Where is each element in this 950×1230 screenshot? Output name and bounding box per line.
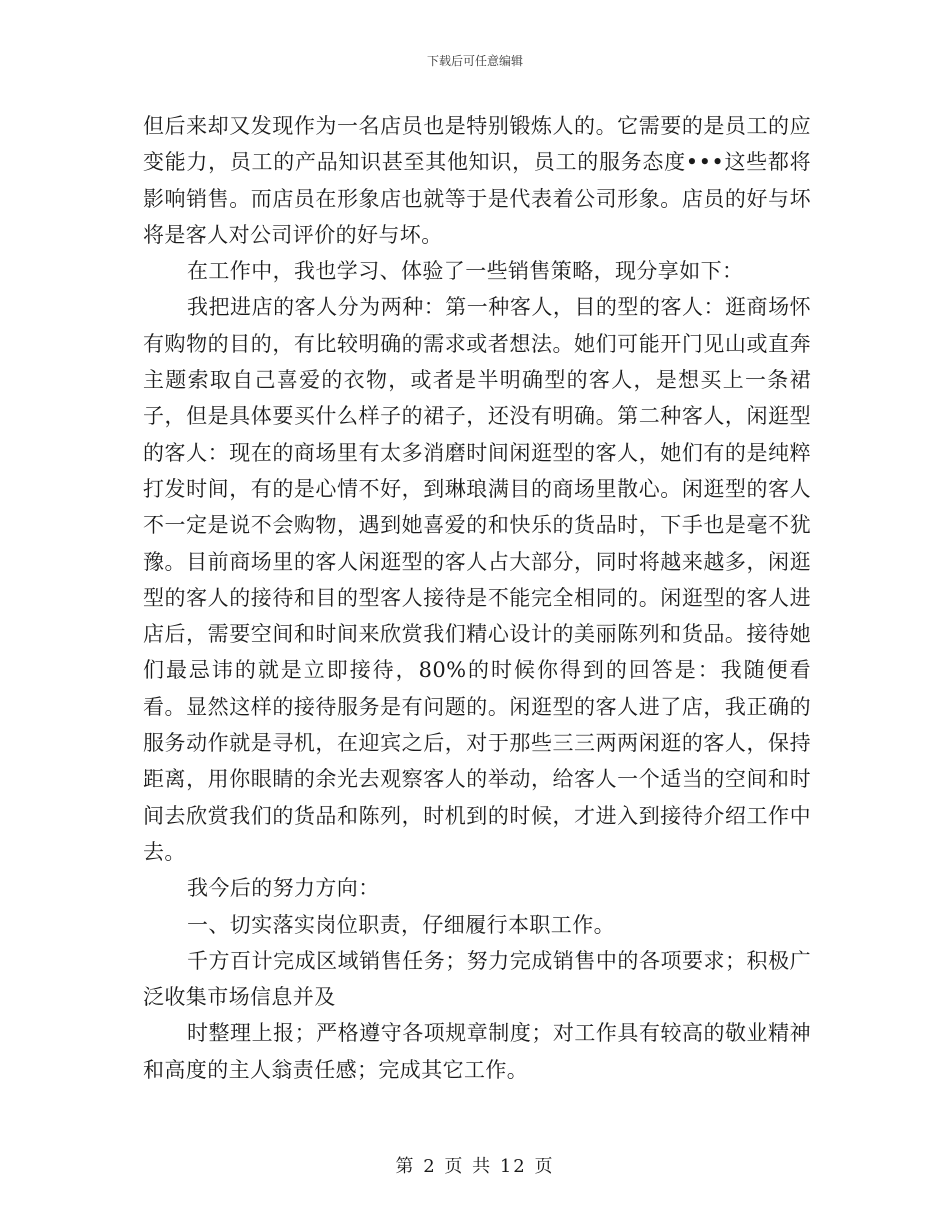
paragraph-2: 在工作中，我也学习、体验了一些销售策略，现分享如下：	[187, 259, 744, 284]
page-footer: 第 2 页 共 12 页	[395, 1156, 555, 1177]
paragraph-1: 但后来却又发现作为一名店员也是特别锻炼人的。它需要的是员工的应变能力，员工的产品知识甚至其他知识，员工的服务态度•••这些都将影响销售。而店员在形象店也就等于是代表着公司形象。店员的好与坏将是客人对公司评价的好与坏。	[143, 114, 811, 247]
paragraph-7: 时整理上报；严格遵守各项规章制度；对工作具有较高的敬业精神和高度的主人翁责任感；完成其它工作。	[143, 1021, 811, 1082]
paragraph-4: 我今后的努力方向：	[187, 876, 380, 901]
document-body	[143, 108, 811, 1088]
page-header: 下载后可任意编辑	[426, 54, 523, 68]
paragraph-5: 一、切实落实岗位职责，仔细履行本职工作。	[187, 912, 615, 937]
paragraph-6: 千方百计完成区域销售任务；努力完成销售中的各项要求；积极广泛收集市场信息并及	[143, 948, 811, 1010]
paragraph-3: 我把进店的客人分为两种：第一种客人，目的型的客人：逛商场怀有购物的目的，有比较明确的需求或者想法。她们可能开门见山或直奔主题索取自己喜爱的衣物，或者是半明确型的客人，是想买上一条裙子，但是具体要买什么样子的裙子，还没有明确。第二种客人，闲逛型的客人：现在的商场里有太多消磨时间闲逛型的客人，她们有的是纯粹打发时间，有的是心情不好，到琳琅满目的商场里散心。闲逛型的客人不一定是说不会购物，遇到她喜爱的和快乐的货品时，下手也是毫不犹豫。目前商场里的客人闲逛型的客人占大部分，同时将越来越多，闲逛型的客人的接待和目的型客人接待是不能完全相同的。闲逛型的客人进店后，需要空间和时间来欣赏我们精心设计的美丽陈列和货品。接待她们最忌讳的就是立即接待，80%的时候你得到的回答是：我随便看看。显然这样的接待服务是有问题的。闲逛型的客人进了店，我正确的服务动作就是寻机，在迎宾之后，对于那些三三两两闲逛的客人，保持距离，用你眼睛的余光去观察客人的举动，给客人一个适当的空间和时间去欣赏我们的货品和陈列，时机到的时候，才进入到接待介绍工作中去。	[143, 295, 811, 864]
